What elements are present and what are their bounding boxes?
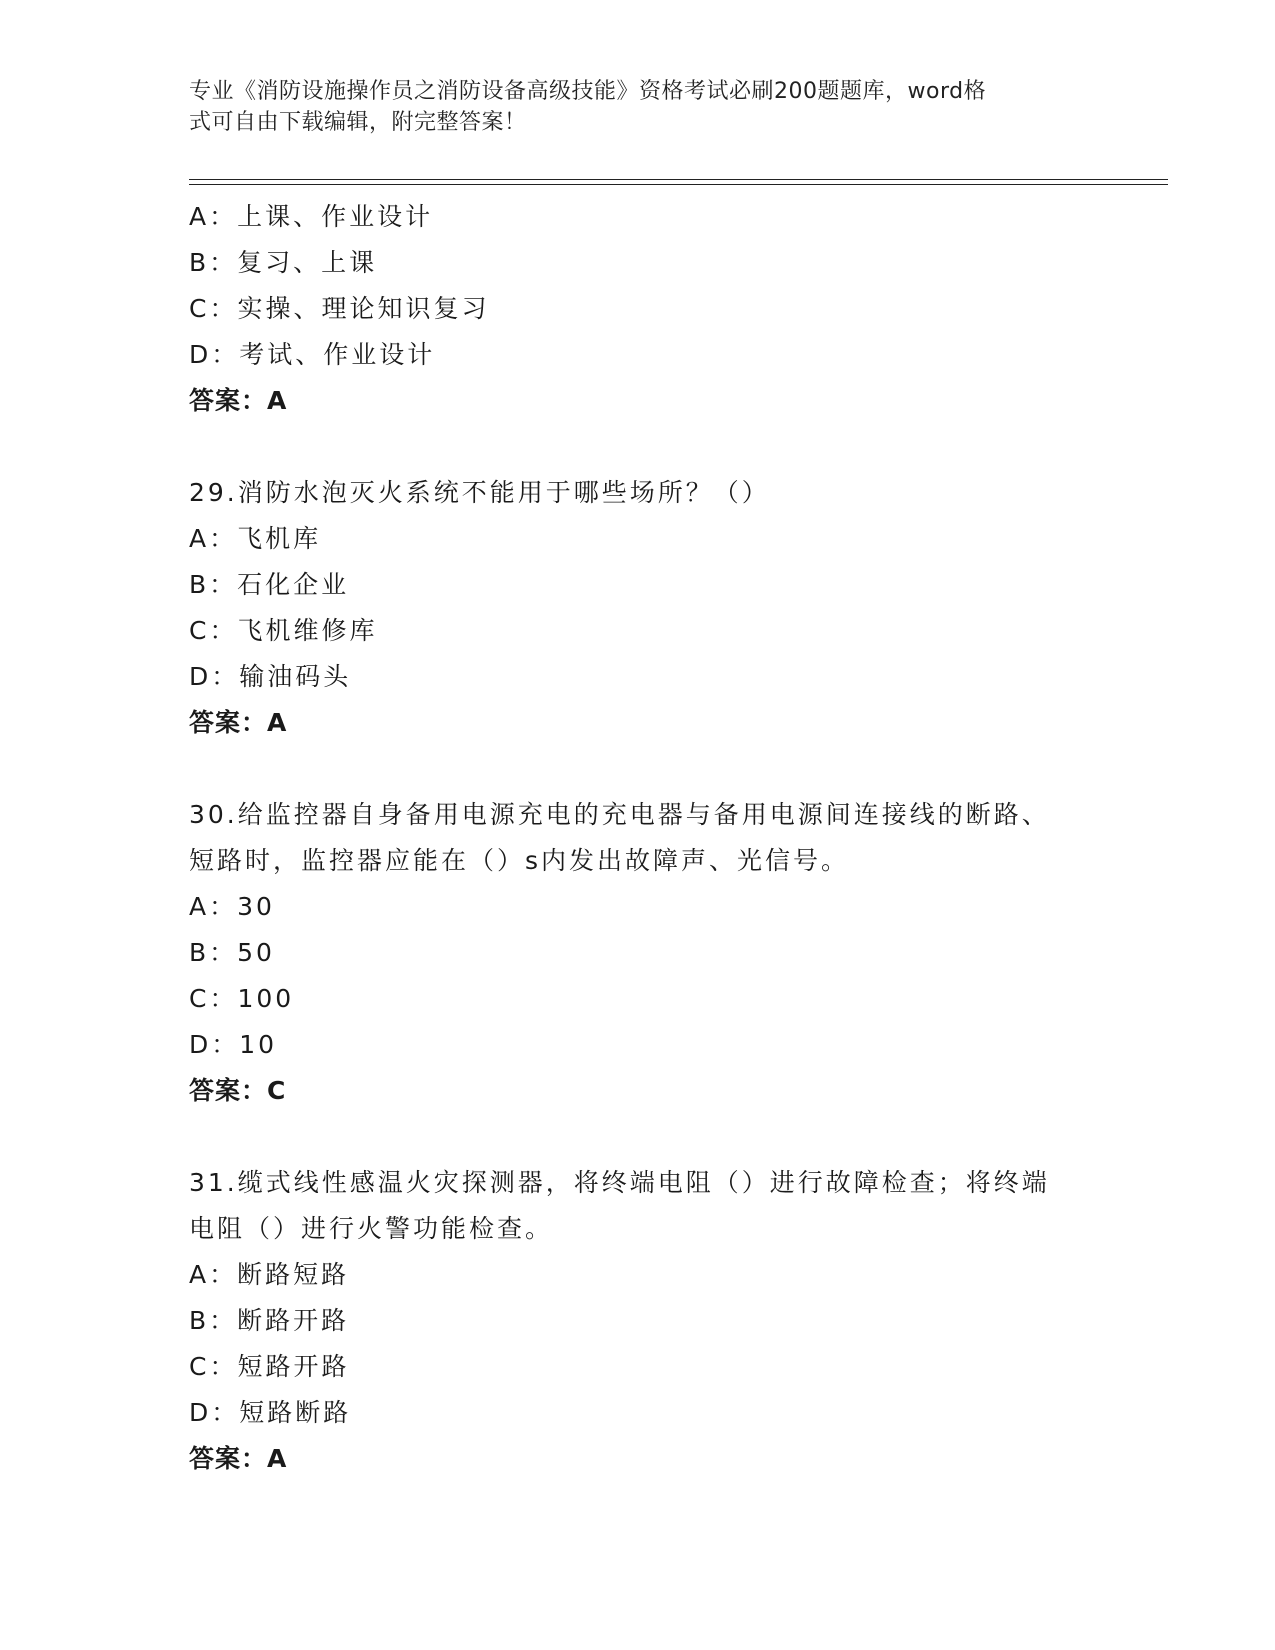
question-stem-line-1: 30.给监控器自身备用电源充电的充电器与备用电源间连接线的断路、 [189,800,1050,829]
answer: 答案：A [189,1444,288,1473]
question-stem: 29.消防水泡灭火系统不能用于哪些场所？（） [189,478,770,507]
question-list [189,194,1149,1482]
option-b: B：石化企业 [189,570,350,599]
option-a: A：断路短路 [189,1260,350,1289]
spacer [189,1114,1149,1160]
question-28 [189,194,1149,424]
answer: 答案：C [189,1076,287,1105]
header-divider [189,179,1168,185]
option-d: D：考试、作业设计 [189,340,436,369]
spacer [189,424,1149,470]
answer: 答案：A [189,386,288,415]
question-stem-line-2: 短路时，监控器应能在（）s内发出故障声、光信号。 [189,846,850,875]
document-header [189,76,1089,138]
option-a: A：30 [189,892,275,921]
header-line-2: 式可自由下载编辑，附完整答案！ [189,110,527,135]
option-d: D：10 [189,1030,278,1059]
option-b: B：复习、上课 [189,248,378,277]
answer: 答案：A [189,708,288,737]
option-b: B：50 [189,938,275,967]
question-29 [189,470,1149,746]
option-b: B：断路开路 [189,1306,350,1335]
option-c: C：100 [189,984,295,1013]
option-a: A：飞机库 [189,524,322,553]
option-c: C：实操、理论知识复习 [189,294,490,323]
option-a: A：上课、作业设计 [189,202,434,231]
spacer [189,746,1149,792]
option-d: D：输油码头 [189,662,352,691]
question-stem-line-1: 31.缆式线性感温火灾探测器，将终端电阻（）进行故障检查；将终端 [189,1168,1050,1197]
question-stem-line-2: 电阻（）进行火警功能检查。 [189,1214,554,1243]
option-c: C：飞机维修库 [189,616,378,645]
question-31 [189,1160,1149,1482]
option-d: D：短路断路 [189,1398,352,1427]
option-c: C：短路开路 [189,1352,350,1381]
question-30 [189,792,1149,1114]
header-line-1: 专业《消防设施操作员之消防设备高级技能》资格考试必刷200题题库，word格 [189,79,987,104]
